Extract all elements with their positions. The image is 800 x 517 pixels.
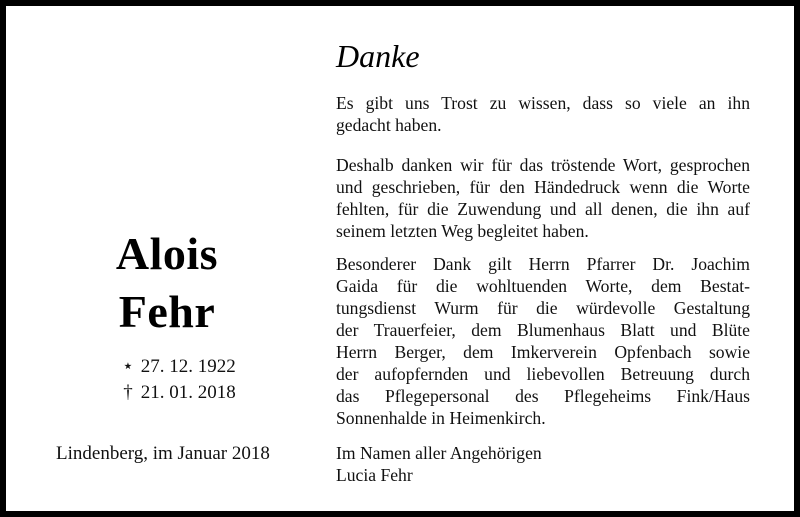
paragraph-line: Es gibt uns Trost zu wissen, dass so viele an ihn: [336, 93, 750, 113]
signature-block: [336, 442, 542, 486]
paragraph-line: Deshalb danken wir für das tröstende Wort, gesprochen: [336, 155, 750, 175]
birth-date: 27. 12. 1922: [140, 356, 236, 377]
paragraph-line: Besonderer Dank gilt Herrn Pfarrer Dr. Joachim: [336, 254, 750, 274]
star-icon: ⋆: [122, 356, 134, 377]
deceased-first-name: Alois: [115, 228, 219, 279]
paragraph-line: gedacht haben.: [336, 115, 442, 135]
birth-line: [120, 354, 236, 380]
paragraph-line: seinem letzten Weg begleitet haben.: [336, 221, 589, 241]
signer-name: Lucia Fehr: [336, 465, 413, 485]
paragraph-line: fehlten, für die Zuwendung und all denen, die ihn auf: [336, 199, 750, 219]
life-dates: [120, 354, 236, 406]
deceased-last-name: Fehr: [118, 286, 216, 337]
paragraph-line: tungsdienst Wurm für die würdevolle Gestaltung: [336, 298, 750, 318]
paragraph-trost: [336, 92, 750, 136]
deceased-panel: [12, 6, 322, 511]
paragraph-line: Sonnenhalde in Heimenkirch.: [336, 408, 546, 428]
closing-line: Im Namen aller Angehörigen: [336, 443, 542, 463]
place-and-date: Lindenberg, im Januar 2018: [56, 443, 270, 464]
death-date: 21. 01. 2018: [140, 382, 236, 403]
paragraph-line: der aufopfernden und liebevollen Betreuung durch: [336, 364, 750, 384]
paragraph-line: Herrn Berger, dem Imkerverein Opfenbach sowie: [336, 342, 750, 362]
thanks-panel: [334, 6, 754, 511]
thanks-heading: Danke: [336, 38, 420, 74]
death-line: [120, 380, 236, 406]
paragraph-line: das Pflegepersonal des Pflegeheims Fink/Haus: [336, 386, 750, 406]
paragraph-line: Gaida für die wohltuenden Worte, dem Bestat-: [336, 276, 750, 296]
paragraph-line: und geschrieben, für den Händedruck wenn die Worte: [336, 177, 750, 197]
paragraph-besonderer-dank: [336, 253, 750, 429]
paragraph-deshalb: [336, 154, 750, 242]
paragraph-line: der Trauerfeier, dem Blumenhaus Blatt und Blüte: [336, 320, 750, 340]
cross-icon: †: [123, 382, 133, 403]
